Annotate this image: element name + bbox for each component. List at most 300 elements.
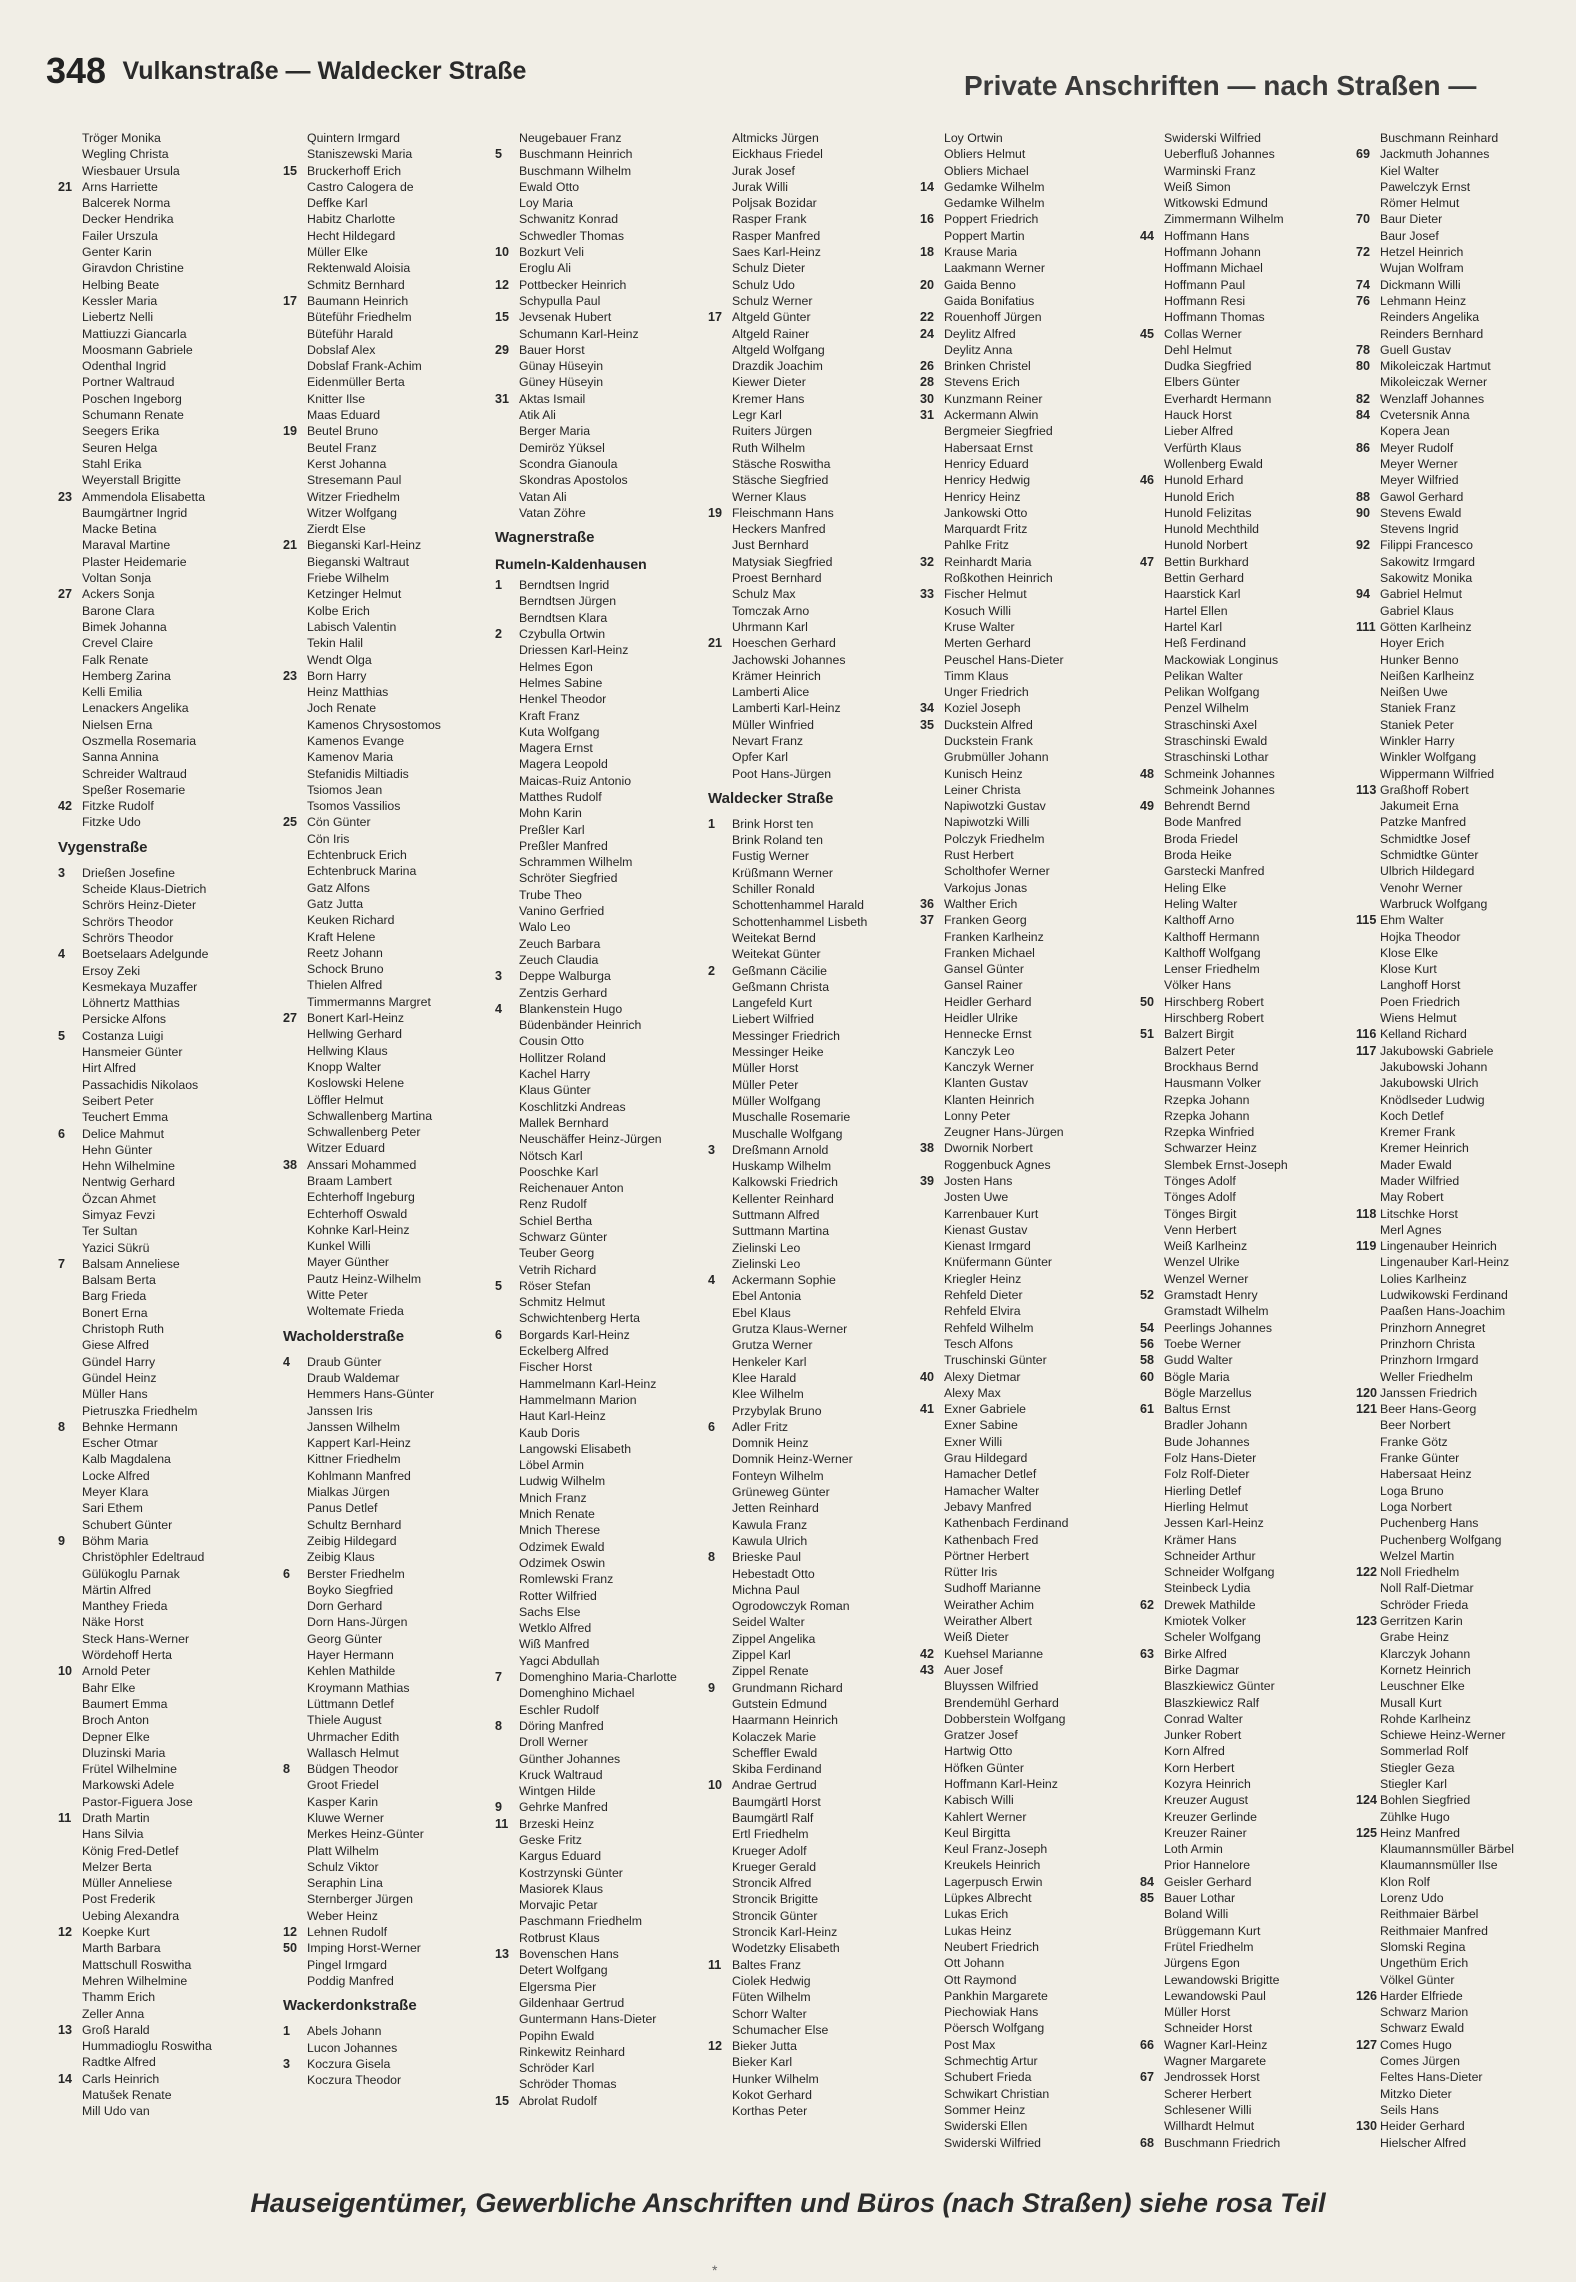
resident-entry	[495, 1376, 707, 1392]
resident-name: Grüneweg Günter	[732, 1485, 830, 1500]
resident-entry	[1140, 423, 1352, 439]
resident-entry	[495, 472, 707, 488]
resident-entry	[58, 179, 270, 195]
resident-name: Heling Walter	[1164, 896, 1238, 911]
resident-entry	[58, 1761, 270, 1777]
resident-entry	[1140, 391, 1352, 407]
resident-entry	[1356, 1075, 1568, 1091]
resident-entry	[283, 537, 495, 553]
resident-name: Klon Rolf	[1380, 1874, 1430, 1889]
resident-name: Kornetz Heinrich	[1380, 1662, 1471, 1677]
resident-name: Kunkel Willi	[307, 1239, 371, 1254]
resident-name: Uhrmacher Edith	[307, 1729, 400, 1744]
resident-entry	[920, 1564, 1132, 1580]
resident-name: Hirschberg Robert	[1164, 1011, 1264, 1026]
resident-name: Melzer Berta	[82, 1859, 152, 1874]
resident-name: Franke Götz	[1380, 1434, 1448, 1449]
resident-name: Wagner Karl-Heinz	[1164, 2037, 1268, 2052]
resident-name: Altgeld Rainer	[732, 326, 810, 341]
resident-entry	[283, 163, 495, 179]
resident-entry	[1356, 260, 1568, 276]
resident-entry	[708, 1940, 920, 1956]
resident-name: Messinger Friedrich	[732, 1028, 840, 1043]
resident-entry	[1356, 961, 1568, 977]
resident-name: Höfken Günter	[944, 1760, 1024, 1775]
house-number: 15	[283, 163, 298, 178]
resident-entry	[495, 407, 707, 423]
resident-entry	[1140, 1841, 1352, 1857]
resident-name: Baltes Franz	[732, 1957, 802, 1972]
resident-name: Hunker Wilhelm	[732, 2071, 819, 2086]
resident-entry	[58, 1223, 270, 1239]
resident-entry	[1356, 1532, 1568, 1548]
resident-name: Plaster Heidemarie	[82, 554, 187, 569]
resident-name: Matthes Rudolf	[519, 789, 602, 804]
resident-entry	[1140, 863, 1352, 879]
resident-entry	[1356, 880, 1568, 896]
house-number: 11	[495, 1816, 509, 1831]
house-number: 8	[58, 1419, 66, 1434]
resident-name: Kabisch Willi	[944, 1793, 1014, 1808]
resident-name: Koslowski Helene	[307, 1076, 405, 1091]
resident-name: Costanza Luigi	[82, 1028, 164, 1043]
resident-name: Broda Heike	[1164, 848, 1232, 863]
resident-name: Slomski Regina	[1380, 1939, 1466, 1954]
resident-name: Krüßmann Werner	[732, 865, 833, 880]
resident-name: Kaub Doris	[519, 1425, 580, 1440]
resident-entry	[708, 684, 920, 700]
resident-entry	[920, 2053, 1132, 2069]
house-number: 4	[58, 947, 66, 962]
resident-name: Hamacher Detlef	[944, 1467, 1037, 1482]
house-number: 88	[1356, 489, 1371, 504]
resident-name: Gehrke Manfred	[519, 1800, 608, 1815]
resident-entry	[58, 1011, 270, 1027]
resident-name: Winkler Wolfgang	[1380, 750, 1477, 765]
resident-name: Gerritzen Karin	[1380, 1614, 1463, 1629]
resident-entry	[1140, 1059, 1352, 1075]
resident-entry	[283, 961, 495, 977]
resident-entry	[1356, 782, 1568, 798]
resident-entry	[58, 1354, 270, 1370]
page-number: 348	[46, 50, 107, 91]
resident-name: Rouenhoff Jürgen	[944, 310, 1042, 325]
resident-entry	[1356, 831, 1568, 847]
resident-name: Kargus Eduard	[519, 1849, 602, 1864]
resident-entry	[58, 130, 270, 146]
resident-entry	[1356, 211, 1568, 227]
resident-name: Koch Detlef	[1380, 1108, 1444, 1123]
resident-name: Speßer Rosemarie	[82, 782, 186, 797]
resident-entry	[1356, 619, 1568, 635]
resident-name: Depner Elke	[82, 1729, 150, 1744]
resident-name: Kawula Franz	[732, 1517, 808, 1532]
resident-entry	[920, 603, 1132, 619]
resident-name: Mohn Karin	[519, 806, 582, 821]
resident-name: Lamberti Alice	[732, 685, 810, 700]
resident-name: Schubert Günter	[82, 1517, 173, 1532]
resident-name: Klaumannsmüller Ilse	[1380, 1858, 1498, 1873]
resident-entry	[708, 1761, 920, 1777]
resident-name: Ackermann Sophie	[732, 1273, 836, 1288]
resident-name: Slembek Ernst-Joseph	[1164, 1157, 1288, 1172]
resident-name: Odenthal Ingrid	[82, 359, 167, 374]
resident-name: Pankhin Margarete	[944, 1988, 1048, 2003]
resident-name: Keuken Richard	[307, 913, 395, 928]
resident-name: Hemberg Zarina	[82, 668, 171, 683]
resident-entry	[495, 773, 707, 789]
resident-entry	[1356, 2037, 1568, 2053]
resident-entry	[1356, 586, 1568, 602]
resident-entry	[1356, 1629, 1568, 1645]
resident-entry	[920, 1271, 1132, 1287]
resident-name: Wagner Margarete	[1164, 2054, 1267, 2069]
resident-name: Rehfeld Elvira	[944, 1304, 1021, 1319]
resident-name: Wodetzky Elisabeth	[732, 1941, 840, 1956]
resident-name: Napiwotzki Gustav	[944, 799, 1046, 814]
resident-entry	[495, 1278, 707, 1294]
resident-name: Prinzhorn Irmgard	[1380, 1353, 1479, 1368]
resident-entry	[283, 146, 495, 162]
resident-entry	[1356, 570, 1568, 586]
resident-name: Alexy Max	[944, 1385, 1001, 1400]
resident-name: Seidel Walter	[732, 1615, 805, 1630]
house-number: 15	[495, 310, 510, 325]
resident-entry	[708, 1028, 920, 1044]
resident-entry	[283, 1712, 495, 1728]
resident-name: Kraft Franz	[519, 708, 580, 723]
resident-entry	[1356, 1760, 1568, 1776]
resident-entry	[283, 1287, 495, 1303]
resident-entry	[920, 277, 1132, 293]
resident-name: Giese Alfred	[82, 1338, 149, 1353]
resident-entry	[920, 1238, 1132, 1254]
resident-name: Cön Iris	[307, 831, 350, 846]
resident-name: Christöphler Edeltraud	[82, 1550, 205, 1565]
resident-name: Kalthoff Wolfgang	[1164, 945, 1261, 960]
resident-entry	[495, 1425, 707, 1441]
resident-entry	[58, 865, 270, 881]
resident-entry	[58, 521, 270, 537]
resident-name: Lukas Erich	[944, 1907, 1009, 1922]
resident-entry	[495, 1848, 707, 1864]
resident-name: Sari Ethem	[82, 1501, 143, 1516]
resident-name: Radtke Alfred	[82, 2055, 156, 2070]
resident-entry	[283, 733, 495, 749]
resident-name: Kraft Helene	[307, 929, 376, 944]
resident-name: Kittner Friedhelm	[307, 1452, 401, 1467]
resident-name: Dudka Siegfried	[1164, 359, 1252, 374]
resident-name: Hoeschen Gerhard	[732, 636, 836, 651]
resident-name: Zimmermann Wilhelm	[1164, 212, 1284, 227]
resident-name: Noll Ralf-Dietmar	[1380, 1581, 1474, 1596]
house-number: 50	[283, 1941, 298, 1956]
resident-name: Ackers Sonja	[82, 587, 155, 602]
resident-entry	[920, 814, 1132, 830]
resident-entry	[1140, 896, 1352, 912]
resident-name: Neubert Friedrich	[944, 1939, 1039, 1954]
resident-entry	[58, 1109, 270, 1125]
resident-name: Hayer Hermann	[307, 1648, 394, 1663]
resident-entry	[708, 130, 920, 146]
resident-entry	[58, 1891, 270, 1907]
resident-name: Barg Frieda	[82, 1289, 147, 1304]
resident-name: Cousin Otto	[519, 1034, 584, 1049]
resident-entry	[495, 440, 707, 456]
resident-name: Stresemann Paul	[307, 473, 402, 488]
resident-name: Rotter Wilfried	[519, 1588, 597, 1603]
resident-entry	[495, 1751, 707, 1767]
resident-name: Decker Hendrika	[82, 212, 174, 227]
house-number: 6	[495, 1327, 503, 1342]
resident-entry	[708, 1370, 920, 1386]
resident-name: Berndtsen Klara	[519, 610, 608, 625]
resident-entry	[58, 1158, 270, 1174]
resident-entry	[708, 1875, 920, 1891]
resident-name: Hennecke Ernst	[944, 1027, 1032, 1042]
resident-name: Zeuch Claudia	[519, 952, 599, 967]
resident-name: Jendrossek Horst	[1164, 2070, 1260, 2085]
house-number: 10	[58, 1664, 73, 1679]
resident-name: Toebe Werner	[1164, 1336, 1242, 1351]
resident-entry	[920, 1466, 1132, 1482]
house-number: 16	[920, 212, 935, 227]
resident-name: Opfer Karl	[732, 750, 789, 765]
resident-entry	[708, 766, 920, 782]
resident-entry	[283, 1908, 495, 1924]
resident-name: Atik Ali	[519, 408, 556, 423]
resident-entry	[1140, 277, 1352, 293]
resident-entry	[58, 2103, 270, 2119]
resident-entry	[920, 293, 1132, 309]
resident-name: Ammendola Elisabetta	[82, 489, 206, 504]
resident-name: Reichenauer Anton	[519, 1181, 624, 1196]
resident-entry	[708, 1680, 920, 1696]
resident-entry	[1356, 146, 1568, 162]
resident-name: Wegling Christa	[82, 147, 169, 162]
house-number: 86	[1356, 440, 1371, 455]
resident-name: Fustig Werner	[732, 849, 809, 864]
resident-name: Gramstadt Henry	[1164, 1288, 1258, 1303]
resident-entry	[920, 1988, 1132, 2004]
resident-name: Brinken Christel	[944, 359, 1031, 374]
resident-entry	[495, 146, 707, 162]
resident-name: Kessler Maria	[82, 293, 158, 308]
resident-entry	[920, 1124, 1132, 1140]
resident-name: Bieganski Karl-Heinz	[307, 538, 422, 553]
resident-entry	[283, 1173, 495, 1189]
resident-entry	[58, 554, 270, 570]
resident-name: Jachowski Johannes	[732, 652, 846, 667]
resident-name: Meyer Rudolf	[1380, 440, 1454, 455]
resident-name: Beer Hans-Georg	[1380, 1402, 1477, 1417]
resident-entry	[708, 1386, 920, 1402]
resident-name: Weiß Simon	[1164, 179, 1231, 194]
resident-name: Kohnke Karl-Heinz	[307, 1222, 410, 1237]
resident-name: Friebe Wilhelm	[307, 571, 389, 586]
resident-entry	[708, 635, 920, 651]
resident-entry	[283, 1206, 495, 1222]
resident-entry	[708, 930, 920, 946]
resident-name: Hellwing Gerhard	[307, 1027, 403, 1042]
house-number: 7	[58, 1256, 66, 1271]
resident-entry	[1140, 374, 1352, 390]
resident-name: Bauer Lothar	[1164, 1891, 1236, 1906]
resident-name: Schiller Ronald	[732, 882, 815, 897]
resident-entry	[58, 717, 270, 733]
resident-name: Comes Jürgen	[1380, 2054, 1460, 2069]
resident-entry	[58, 1663, 270, 1679]
resident-name: Beutel Bruno	[307, 424, 379, 439]
house-number: 11	[58, 1810, 72, 1825]
resident-name: Grutza Klaus-Werner	[732, 1322, 848, 1337]
resident-name: Scheide Klaus-Dietrich	[82, 882, 207, 897]
resident-entry	[708, 505, 920, 521]
resident-entry	[58, 603, 270, 619]
resident-name: Haarmann Heinrich	[732, 1713, 838, 1728]
resident-name: Brieske Paul	[732, 1550, 802, 1565]
resident-name: Wallasch Helmut	[307, 1745, 399, 1760]
resident-entry	[920, 912, 1132, 928]
resident-entry	[920, 652, 1132, 668]
resident-name: Kamenos Chrysostomos	[307, 717, 441, 732]
resident-entry	[920, 1515, 1132, 1531]
resident-name: Dobslaf Alex	[307, 342, 376, 357]
resident-entry	[283, 717, 495, 733]
resident-name: Rohde Karlheinz	[1380, 1711, 1471, 1726]
resident-name: Josten Hans	[944, 1174, 1013, 1188]
house-number: 38	[283, 1157, 298, 1172]
resident-name: Huskamp Wilhelm	[732, 1159, 832, 1174]
resident-entry	[708, 1631, 920, 1647]
resident-entry	[1140, 1157, 1352, 1173]
resident-name: Varkojus Jonas	[944, 880, 1028, 895]
resident-entry	[708, 1288, 920, 1304]
resident-entry	[1140, 1385, 1352, 1401]
resident-name: Mayer Günther	[307, 1255, 390, 1270]
resident-name: Zeuch Barbara	[519, 936, 601, 951]
resident-name: Zentzis Gerhard	[519, 985, 608, 1000]
resident-name: Legr Karl	[732, 408, 782, 423]
resident-name: Hoyer Erich	[1380, 636, 1445, 651]
resident-entry	[495, 2060, 707, 2076]
resident-entry	[708, 211, 920, 227]
resident-entry	[58, 1549, 270, 1565]
resident-name: Just Bernhard	[732, 538, 809, 553]
resident-name: Döring Manfred	[519, 1718, 604, 1733]
house-number: 4	[708, 1273, 716, 1288]
resident-name: Zippel Renate	[732, 1664, 809, 1679]
resident-entry	[1140, 1075, 1352, 1091]
resident-name: Reithmaier Manfred	[1380, 1923, 1488, 1938]
house-number: 54	[1140, 1320, 1155, 1335]
resident-entry	[1140, 440, 1352, 456]
resident-name: Patzke Manfred	[1380, 815, 1467, 830]
resident-name: Korn Alfred	[1164, 1744, 1225, 1759]
resident-name: Jetten Reinhard	[732, 1501, 819, 1516]
resident-name: Odzimek Ewald	[519, 1539, 605, 1554]
resident-entry	[1140, 1515, 1352, 1531]
house-number: 23	[283, 668, 298, 683]
resident-name: Klee Harald	[732, 1370, 797, 1385]
resident-name: Abels Johann	[307, 2024, 382, 2039]
resident-name: Merkes Heinz-Günter	[307, 1827, 424, 1842]
resident-entry	[920, 358, 1132, 374]
street-heading: Vygenstraße	[58, 838, 148, 856]
resident-entry	[495, 391, 707, 407]
resident-name: Kalb Magdalena	[82, 1452, 171, 1467]
resident-name: Tsomos Vassilios	[307, 799, 401, 814]
resident-name: Yazici Sükrü	[82, 1240, 150, 1255]
resident-name: Josten Uwe	[944, 1190, 1009, 1205]
resident-name: Delice Mahmut	[82, 1126, 165, 1141]
house-number: 80	[1356, 359, 1371, 374]
resident-entry	[920, 1841, 1132, 1857]
resident-entry	[1356, 668, 1568, 684]
resident-entry	[920, 994, 1132, 1010]
resident-entry	[920, 179, 1132, 195]
resident-entry	[1356, 2004, 1568, 2020]
resident-name: Müller Horst	[1164, 2005, 1231, 2020]
resident-entry	[920, 1923, 1132, 1939]
resident-entry	[58, 293, 270, 309]
resident-name: Baumert Emma	[82, 1696, 168, 1711]
resident-entry	[920, 1532, 1132, 1548]
resident-entry	[1356, 896, 1568, 912]
resident-name: Kostrzynski Günter	[519, 1865, 623, 1880]
resident-name: Henricy Eduard	[944, 456, 1029, 471]
house-number: 1	[283, 2024, 291, 2039]
resident-entry	[1140, 1043, 1352, 1059]
resident-entry	[920, 1939, 1132, 1955]
resident-entry	[920, 244, 1132, 260]
resident-name: Ludwig Wilhelm	[519, 1474, 606, 1489]
resident-entry	[1356, 537, 1568, 553]
resident-name: Lenackers Angelika	[82, 701, 189, 716]
resident-entry	[708, 2071, 920, 2087]
resident-entry	[495, 1115, 707, 1131]
resident-name: Schrörs Theodor	[82, 914, 174, 929]
resident-name: Kienast Irmgard	[944, 1239, 1031, 1254]
resident-name: Neuschäffer Heinz-Jürgen	[519, 1132, 662, 1147]
resident-entry	[58, 1745, 270, 1761]
resident-entry	[1140, 146, 1352, 162]
resident-entry	[1140, 1108, 1352, 1124]
house-number: 68	[1140, 2135, 1155, 2150]
resident-name: Prior Hannelore	[1164, 1858, 1251, 1873]
resident-entry	[495, 870, 707, 886]
resident-name: Ott Johann	[944, 1956, 1005, 1971]
resident-entry	[920, 1792, 1132, 1808]
resident-name: Weiß Karlheinz	[1164, 1239, 1248, 1254]
resident-entry	[283, 977, 495, 993]
resident-entry	[1356, 1743, 1568, 1759]
resident-name: Ludwikowski Ferdinand	[1380, 1288, 1508, 1303]
resident-name: Franken Michael	[944, 945, 1035, 960]
resident-name: Kehlen Mathilde	[307, 1664, 396, 1679]
resident-entry	[495, 756, 707, 772]
resident-entry	[58, 1142, 270, 1158]
resident-entry	[495, 309, 707, 325]
resident-name: Ueberfluß Johannes	[1164, 147, 1275, 162]
resident-entry	[58, 1517, 270, 1533]
resident-entry	[58, 146, 270, 162]
resident-name: Behnke Hermann	[82, 1419, 178, 1434]
resident-entry	[283, 1468, 495, 1484]
resident-name: Droll Werner	[519, 1735, 588, 1750]
resident-entry	[920, 2069, 1132, 2085]
resident-name: Cön Günter	[307, 815, 371, 830]
